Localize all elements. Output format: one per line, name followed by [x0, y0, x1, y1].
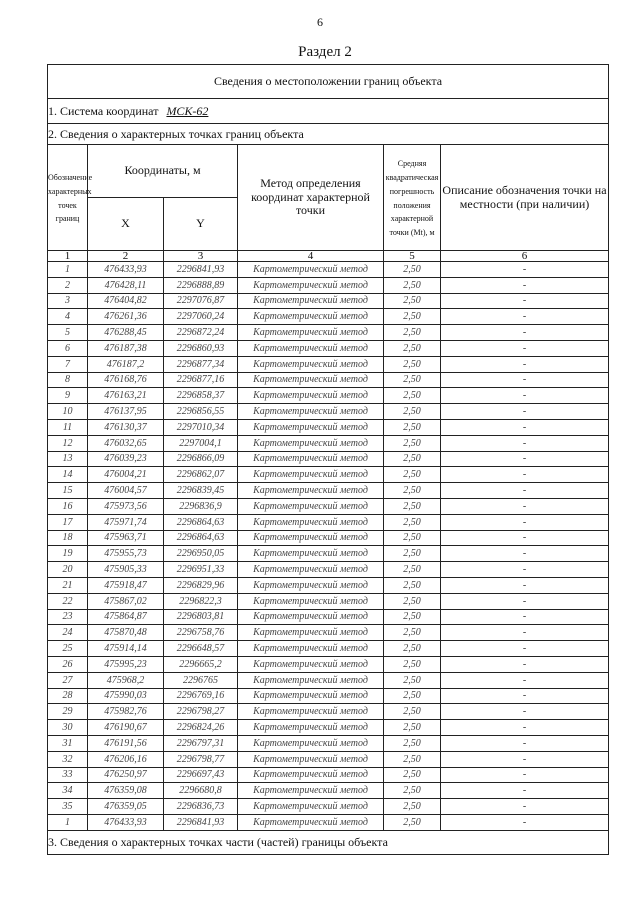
y-cell: 2296951,33 — [164, 562, 238, 578]
method-cell: Картометрический метод — [238, 704, 384, 720]
y-cell: 2296758,76 — [164, 625, 238, 641]
method-cell: Картометрический метод — [238, 467, 384, 483]
rms-error-cell: 2,50 — [384, 309, 441, 325]
point-number-cell: 1 — [48, 262, 88, 278]
x-cell: 476190,67 — [88, 720, 164, 736]
header-rms-error: Средняя квадратическая погрешность положения характерной точки (Mt), м — [384, 145, 441, 251]
description-cell: - — [441, 577, 609, 593]
description-cell: - — [441, 404, 609, 420]
point-number-cell: 15 — [48, 483, 88, 499]
point-number-cell: 11 — [48, 419, 88, 435]
point-number-cell: 30 — [48, 720, 88, 736]
y-cell: 2296765 — [164, 672, 238, 688]
point-number-cell: 8 — [48, 372, 88, 388]
method-cell: Картометрический метод — [238, 783, 384, 799]
description-cell: - — [441, 593, 609, 609]
y-cell: 2297004,1 — [164, 435, 238, 451]
description-cell: - — [441, 672, 609, 688]
point-number-cell: 4 — [48, 309, 88, 325]
y-cell: 2296697,43 — [164, 767, 238, 783]
col-number: 6 — [441, 251, 609, 262]
description-cell: - — [441, 799, 609, 815]
method-cell: Картометрический метод — [238, 356, 384, 372]
point-number-cell: 28 — [48, 688, 88, 704]
table-row — [48, 325, 609, 341]
rms-error-cell: 2,50 — [384, 799, 441, 815]
method-cell: Картометрический метод — [238, 309, 384, 325]
description-cell: - — [441, 751, 609, 767]
y-cell: 2296836,9 — [164, 498, 238, 514]
point-number-cell: 26 — [48, 656, 88, 672]
point-number-cell: 24 — [48, 625, 88, 641]
point-number-cell: 32 — [48, 751, 88, 767]
description-cell: - — [441, 309, 609, 325]
method-cell: Картометрический метод — [238, 641, 384, 657]
rms-error-cell: 2,50 — [384, 498, 441, 514]
point-number-cell: 29 — [48, 704, 88, 720]
method-cell: Картометрический метод — [238, 546, 384, 562]
rms-error-cell: 2,50 — [384, 514, 441, 530]
rms-error-cell: 2,50 — [384, 483, 441, 499]
x-cell: 476261,36 — [88, 309, 164, 325]
coord-system-label: 1. Система координат — [48, 103, 159, 118]
rms-error-cell: 2,50 — [384, 593, 441, 609]
header-method: Метод определения координат характерной точки — [238, 145, 384, 251]
rms-error-cell: 2,50 — [384, 293, 441, 309]
x-cell: 476032,65 — [88, 435, 164, 451]
description-cell: - — [441, 720, 609, 736]
y-cell: 2296858,37 — [164, 388, 238, 404]
table-row — [48, 530, 609, 546]
rms-error-cell: 2,50 — [384, 325, 441, 341]
x-cell: 475864,87 — [88, 609, 164, 625]
table-row — [48, 609, 609, 625]
x-cell: 476433,93 — [88, 814, 164, 830]
header-point-designation: Обозначение характерных точек границ — [48, 145, 88, 251]
table-row — [48, 656, 609, 672]
y-cell: 2296877,34 — [164, 356, 238, 372]
table-row — [48, 672, 609, 688]
description-cell: - — [441, 498, 609, 514]
point-number-cell: 25 — [48, 641, 88, 657]
table-row — [48, 277, 609, 293]
point-number-cell: 34 — [48, 783, 88, 799]
header-coordinates: Координаты, м — [88, 145, 238, 198]
rms-error-cell: 2,50 — [384, 388, 441, 404]
rms-error-cell: 2,50 — [384, 735, 441, 751]
method-cell: Картометрический метод — [238, 767, 384, 783]
y-cell: 2296856,55 — [164, 404, 238, 420]
description-cell: - — [441, 435, 609, 451]
table-row — [48, 735, 609, 751]
rms-error-cell: 2,50 — [384, 451, 441, 467]
method-cell: Картометрический метод — [238, 419, 384, 435]
point-number-cell: 13 — [48, 451, 88, 467]
x-cell: 476187,2 — [88, 356, 164, 372]
rms-error-cell: 2,50 — [384, 372, 441, 388]
table-row — [48, 751, 609, 767]
coord-system-value: МСК-62 — [166, 103, 209, 118]
header-y: Y — [164, 198, 238, 251]
rms-error-cell: 2,50 — [384, 783, 441, 799]
rms-error-cell: 2,50 — [384, 262, 441, 278]
header-x: X — [88, 198, 164, 251]
x-cell: 476433,93 — [88, 262, 164, 278]
x-cell: 476130,37 — [88, 419, 164, 435]
column-number-row — [48, 251, 609, 262]
y-cell: 2296798,77 — [164, 751, 238, 767]
table-row — [48, 404, 609, 420]
coord-system-row — [48, 99, 609, 124]
description-cell: - — [441, 356, 609, 372]
x-cell: 476004,21 — [88, 467, 164, 483]
table-row — [48, 641, 609, 657]
x-cell: 475968,2 — [88, 672, 164, 688]
y-cell: 2296950,05 — [164, 546, 238, 562]
table-row — [48, 309, 609, 325]
y-cell: 2296798,27 — [164, 704, 238, 720]
description-cell: - — [441, 340, 609, 356]
x-cell: 476187,38 — [88, 340, 164, 356]
y-cell: 2296769,16 — [164, 688, 238, 704]
rms-error-cell: 2,50 — [384, 641, 441, 657]
rms-error-cell: 2,50 — [384, 656, 441, 672]
table-row — [48, 435, 609, 451]
method-cell: Картометрический метод — [238, 372, 384, 388]
table-row — [48, 467, 609, 483]
x-cell: 475971,74 — [88, 514, 164, 530]
table-row — [48, 388, 609, 404]
method-cell: Картометрический метод — [238, 562, 384, 578]
x-cell: 476168,76 — [88, 372, 164, 388]
x-cell: 475955,73 — [88, 546, 164, 562]
method-cell: Картометрический метод — [238, 262, 384, 278]
x-cell: 475982,76 — [88, 704, 164, 720]
point-number-cell: 3 — [48, 293, 88, 309]
point-number-cell: 27 — [48, 672, 88, 688]
rms-error-cell: 2,50 — [384, 814, 441, 830]
method-cell: Картометрический метод — [238, 656, 384, 672]
table-row — [48, 720, 609, 736]
table-title: Сведения о местоположении границ объекта — [48, 65, 609, 99]
point-number-cell: 14 — [48, 467, 88, 483]
y-cell: 2297060,24 — [164, 309, 238, 325]
section2-title: 2. Сведения о характерных точках границ объекта — [48, 124, 609, 145]
table-row — [48, 767, 609, 783]
x-cell: 475867,02 — [88, 593, 164, 609]
y-cell: 2297076,87 — [164, 293, 238, 309]
description-cell: - — [441, 656, 609, 672]
rms-error-cell: 2,50 — [384, 546, 441, 562]
y-cell: 2296829,96 — [164, 577, 238, 593]
rms-error-cell: 2,50 — [384, 404, 441, 420]
rms-error-cell: 2,50 — [384, 340, 441, 356]
y-cell: 2296841,93 — [164, 262, 238, 278]
description-cell: - — [441, 783, 609, 799]
point-number-cell: 5 — [48, 325, 88, 341]
y-cell: 2296888,89 — [164, 277, 238, 293]
description-cell: - — [441, 735, 609, 751]
method-cell: Картометрический метод — [238, 451, 384, 467]
description-cell: - — [441, 467, 609, 483]
description-cell: - — [441, 546, 609, 562]
y-cell: 2296680,8 — [164, 783, 238, 799]
x-cell: 476359,08 — [88, 783, 164, 799]
description-cell: - — [441, 609, 609, 625]
table-row — [48, 546, 609, 562]
method-cell: Картометрический метод — [238, 672, 384, 688]
rms-error-cell: 2,50 — [384, 625, 441, 641]
point-number-cell: 1 — [48, 814, 88, 830]
col-number: 1 — [48, 251, 88, 262]
y-cell: 2296862,07 — [164, 467, 238, 483]
rms-error-cell: 2,50 — [384, 562, 441, 578]
method-cell: Картометрический метод — [238, 735, 384, 751]
description-cell: - — [441, 325, 609, 341]
x-cell: 475905,33 — [88, 562, 164, 578]
method-cell: Картометрический метод — [238, 293, 384, 309]
description-cell: - — [441, 419, 609, 435]
x-cell: 476288,45 — [88, 325, 164, 341]
method-cell: Картометрический метод — [238, 530, 384, 546]
y-cell: 2296860,93 — [164, 340, 238, 356]
table-row — [48, 688, 609, 704]
table-row — [48, 562, 609, 578]
y-cell: 2296864,63 — [164, 530, 238, 546]
rms-error-cell: 2,50 — [384, 356, 441, 372]
boundary-table — [47, 64, 609, 855]
table-row — [48, 783, 609, 799]
x-cell: 475963,71 — [88, 530, 164, 546]
table-row — [48, 625, 609, 641]
method-cell: Картометрический метод — [238, 814, 384, 830]
x-cell: 475995,23 — [88, 656, 164, 672]
rms-error-cell: 2,50 — [384, 688, 441, 704]
table-row — [48, 514, 609, 530]
rms-error-cell: 2,50 — [384, 530, 441, 546]
description-cell: - — [441, 641, 609, 657]
description-cell: - — [441, 388, 609, 404]
table-row — [48, 577, 609, 593]
x-cell: 475918,47 — [88, 577, 164, 593]
y-cell: 2296648,57 — [164, 641, 238, 657]
col-number: 3 — [164, 251, 238, 262]
rms-error-cell: 2,50 — [384, 419, 441, 435]
description-cell: - — [441, 767, 609, 783]
method-cell: Картометрический метод — [238, 388, 384, 404]
description-cell: - — [441, 514, 609, 530]
y-cell: 2296864,63 — [164, 514, 238, 530]
table-row — [48, 372, 609, 388]
method-cell: Картометрический метод — [238, 609, 384, 625]
table-row — [48, 704, 609, 720]
method-cell: Картометрический метод — [238, 720, 384, 736]
y-cell: 2296872,24 — [164, 325, 238, 341]
col-number: 5 — [384, 251, 441, 262]
y-cell: 2296797,31 — [164, 735, 238, 751]
rms-error-cell: 2,50 — [384, 751, 441, 767]
description-cell: - — [441, 451, 609, 467]
rms-error-cell: 2,50 — [384, 720, 441, 736]
point-number-cell: 23 — [48, 609, 88, 625]
table-row — [48, 483, 609, 499]
page-number: 6 — [317, 15, 323, 29]
method-cell: Картометрический метод — [238, 514, 384, 530]
rms-error-cell: 2,50 — [384, 277, 441, 293]
description-cell: - — [441, 530, 609, 546]
x-cell: 476250,97 — [88, 767, 164, 783]
description-cell: - — [441, 293, 609, 309]
description-cell: - — [441, 262, 609, 278]
method-cell: Картометрический метод — [238, 404, 384, 420]
table-row — [48, 293, 609, 309]
col-number: 4 — [238, 251, 384, 262]
y-cell: 2296877,16 — [164, 372, 238, 388]
x-cell: 476359,05 — [88, 799, 164, 815]
rms-error-cell: 2,50 — [384, 609, 441, 625]
point-number-cell: 19 — [48, 546, 88, 562]
y-cell: 2297010,34 — [164, 419, 238, 435]
y-cell: 2296836,73 — [164, 799, 238, 815]
point-number-cell: 7 — [48, 356, 88, 372]
table-row — [48, 814, 609, 830]
rms-error-cell: 2,50 — [384, 467, 441, 483]
y-cell: 2296839,45 — [164, 483, 238, 499]
description-cell: - — [441, 483, 609, 499]
description-cell: - — [441, 704, 609, 720]
table-row — [48, 340, 609, 356]
description-cell: - — [441, 625, 609, 641]
table-row — [48, 593, 609, 609]
description-cell: - — [441, 688, 609, 704]
y-cell: 2296824,26 — [164, 720, 238, 736]
x-cell: 476163,21 — [88, 388, 164, 404]
method-cell: Картометрический метод — [238, 325, 384, 341]
y-cell: 2296822,3 — [164, 593, 238, 609]
table-row — [48, 262, 609, 278]
point-number-cell: 10 — [48, 404, 88, 420]
x-cell: 476191,56 — [88, 735, 164, 751]
x-cell: 476039,23 — [88, 451, 164, 467]
method-cell: Картометрический метод — [238, 483, 384, 499]
point-number-cell: 9 — [48, 388, 88, 404]
x-cell: 475914,14 — [88, 641, 164, 657]
point-number-cell: 12 — [48, 435, 88, 451]
y-cell: 2296803,81 — [164, 609, 238, 625]
rms-error-cell: 2,50 — [384, 672, 441, 688]
header-description: Описание обозначения точки на местности (при наличии) — [441, 145, 609, 251]
table-row — [48, 498, 609, 514]
x-cell: 475870,48 — [88, 625, 164, 641]
method-cell: Картометрический метод — [238, 593, 384, 609]
point-number-cell: 21 — [48, 577, 88, 593]
table-row — [48, 419, 609, 435]
rms-error-cell: 2,50 — [384, 435, 441, 451]
y-cell: 2296841,93 — [164, 814, 238, 830]
table-row — [48, 356, 609, 372]
point-number-cell: 33 — [48, 767, 88, 783]
x-cell: 476404,82 — [88, 293, 164, 309]
y-cell: 2296866,09 — [164, 451, 238, 467]
description-cell: - — [441, 562, 609, 578]
section3-title: 3. Сведения о характерных точках части (частей) границы объекта — [48, 830, 609, 854]
method-cell: Картометрический метод — [238, 277, 384, 293]
x-cell: 476004,57 — [88, 483, 164, 499]
table-row — [48, 451, 609, 467]
x-cell: 475973,56 — [88, 498, 164, 514]
point-number-cell: 31 — [48, 735, 88, 751]
point-number-cell: 2 — [48, 277, 88, 293]
point-number-cell: 18 — [48, 530, 88, 546]
section-title: Раздел 2 — [298, 44, 352, 60]
x-cell: 476428,11 — [88, 277, 164, 293]
point-number-cell: 17 — [48, 514, 88, 530]
method-cell: Картометрический метод — [238, 688, 384, 704]
method-cell: Картометрический метод — [238, 340, 384, 356]
description-cell: - — [441, 277, 609, 293]
x-cell: 476137,95 — [88, 404, 164, 420]
rms-error-cell: 2,50 — [384, 704, 441, 720]
method-cell: Картометрический метод — [238, 625, 384, 641]
point-number-cell: 22 — [48, 593, 88, 609]
point-number-cell: 20 — [48, 562, 88, 578]
col-number: 2 — [88, 251, 164, 262]
rms-error-cell: 2,50 — [384, 767, 441, 783]
point-number-cell: 16 — [48, 498, 88, 514]
method-cell: Картометрический метод — [238, 435, 384, 451]
x-cell: 476206,16 — [88, 751, 164, 767]
x-cell: 475990,03 — [88, 688, 164, 704]
method-cell: Картометрический метод — [238, 751, 384, 767]
table-row — [48, 799, 609, 815]
description-cell: - — [441, 372, 609, 388]
rms-error-cell: 2,50 — [384, 577, 441, 593]
point-number-cell: 35 — [48, 799, 88, 815]
method-cell: Картометрический метод — [238, 577, 384, 593]
point-number-cell: 6 — [48, 340, 88, 356]
method-cell: Картометрический метод — [238, 498, 384, 514]
method-cell: Картометрический метод — [238, 799, 384, 815]
description-cell: - — [441, 814, 609, 830]
y-cell: 2296665,2 — [164, 656, 238, 672]
